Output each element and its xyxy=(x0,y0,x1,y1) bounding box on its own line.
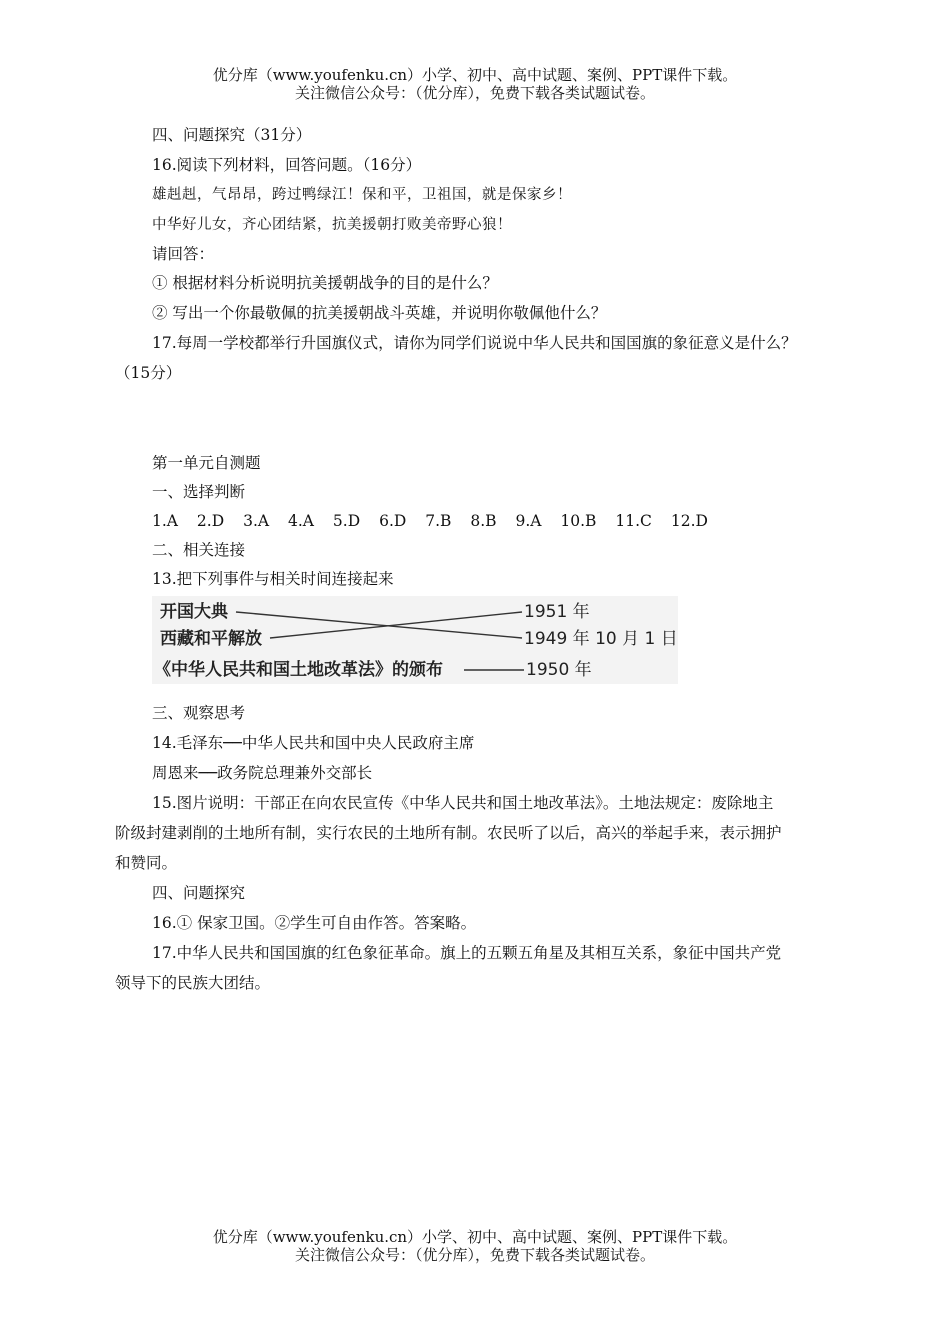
mc-answer: 1.A xyxy=(152,512,178,530)
matching-diagram xyxy=(152,596,678,684)
event-land-reform-law: 《中华人民共和国土地改革法》的颁布 xyxy=(154,660,443,680)
answer-section-3: 三、观察思考 xyxy=(152,704,246,722)
answer-section-4: 四、问题探究 xyxy=(152,884,246,902)
page-header xyxy=(0,66,950,102)
mc-answer: 4.A xyxy=(288,512,314,530)
answer-16: 16.① 保家卫国。②学生可自由作答。答案略。 xyxy=(152,914,477,932)
header-line-2: 关注微信公众号：（优分库），免费下载各类试题试卷。 xyxy=(294,84,655,102)
question-13-text: 13.把下列事件与相关时间连接起来 xyxy=(152,570,394,588)
question-16-sub-1: ① 根据材料分析说明抗美援朝战争的目的是什么？ xyxy=(152,274,498,292)
poem-line-2: 中华好儿女，齐心团结紧，抗美援朝打败美帝野心狼！ xyxy=(152,217,512,233)
question-14-line-2: 周恩来──政务院总理兼外交部长 xyxy=(152,764,373,782)
question-15-line-3: 和赞同。 xyxy=(115,854,178,872)
mc-answer: 10.B xyxy=(560,512,597,530)
header-line-1: 优分库（www.youfenku.cn）小学、初中、高中试题、案例、PPT课件下载。 xyxy=(212,66,738,84)
question-17-line-1: 17.每周一学校都举行升国旗仪式，请你为同学们说说中华人民共和国国旗的象征意义是什么？ xyxy=(152,334,797,352)
event-founding-ceremony: 开国大典 xyxy=(160,602,228,622)
question-15-line-2: 阶级封建剥削的土地所有制，实行农民的土地所有制。农民听了以后，高兴的举起手来，表示拥护 xyxy=(115,824,782,842)
question-15-line-1: 15.图片说明：干部正在向农民宣传《中华人民共和国土地改革法》。土地法规定：废除地主 xyxy=(152,794,774,812)
footer-line-1: 优分库（www.youfenku.cn）小学、初中、高中试题、案例、PPT课件下载。 xyxy=(212,1228,738,1246)
answer-key-title: 第一单元自测题 xyxy=(152,454,261,472)
poem-line-1: 雄赳赳，气昂昂，跨过鸭绿江！保和平，卫祖国，就是保家乡！ xyxy=(152,187,572,203)
question-16-sub-2: ② 写出一个你最敬佩的抗美援朝战斗英雄，并说明你敬佩他什么？ xyxy=(152,304,607,322)
mc-answer: 12.D xyxy=(670,512,708,530)
mc-answer: 5.D xyxy=(332,512,361,530)
answer-17-line-2: 领导下的民族大团结。 xyxy=(115,974,271,992)
question-16-title: 16.阅读下列材料，回答问题。（16分） xyxy=(152,156,422,174)
answer-section-2: 二、相关连接 xyxy=(152,541,246,559)
mc-answer: 11.C xyxy=(615,512,652,530)
section-title-problem-inquiry: 四、问题探究（31分） xyxy=(152,126,312,144)
date-1950: 1950 年 xyxy=(526,660,592,680)
multiple-choice-answers xyxy=(152,510,722,532)
answer-section-1: 一、选择判断 xyxy=(152,483,246,501)
mc-answer: 9.A xyxy=(515,512,542,530)
date-1949-10-1: 1949 年 10 月 1 日 xyxy=(524,629,678,649)
question-14-line-1: 14.毛泽东──中华人民共和国中央人民政府主席 xyxy=(152,734,475,752)
date-1951: 1951 年 xyxy=(524,602,590,622)
footer-line-2: 关注微信公众号：（优分库），免费下载各类试题试卷。 xyxy=(294,1246,655,1264)
question-17-line-2: （15分） xyxy=(115,364,182,382)
mc-answer: 8.B xyxy=(470,512,497,530)
event-tibet-liberation: 西藏和平解放 xyxy=(160,629,262,649)
answer-17-line-1: 17.中华人民共和国国旗的红色象征革命。旗上的五颗五角星及其相互关系，象征中国共产党 xyxy=(152,944,782,962)
mc-answer: 7.B xyxy=(425,512,452,530)
page-footer xyxy=(0,1228,950,1264)
mc-answer: 3.A xyxy=(243,512,270,530)
mc-answer: 6.D xyxy=(379,512,407,530)
question-16-prompt: 请回答： xyxy=(152,245,215,263)
mc-answer: 2.D xyxy=(196,512,225,530)
